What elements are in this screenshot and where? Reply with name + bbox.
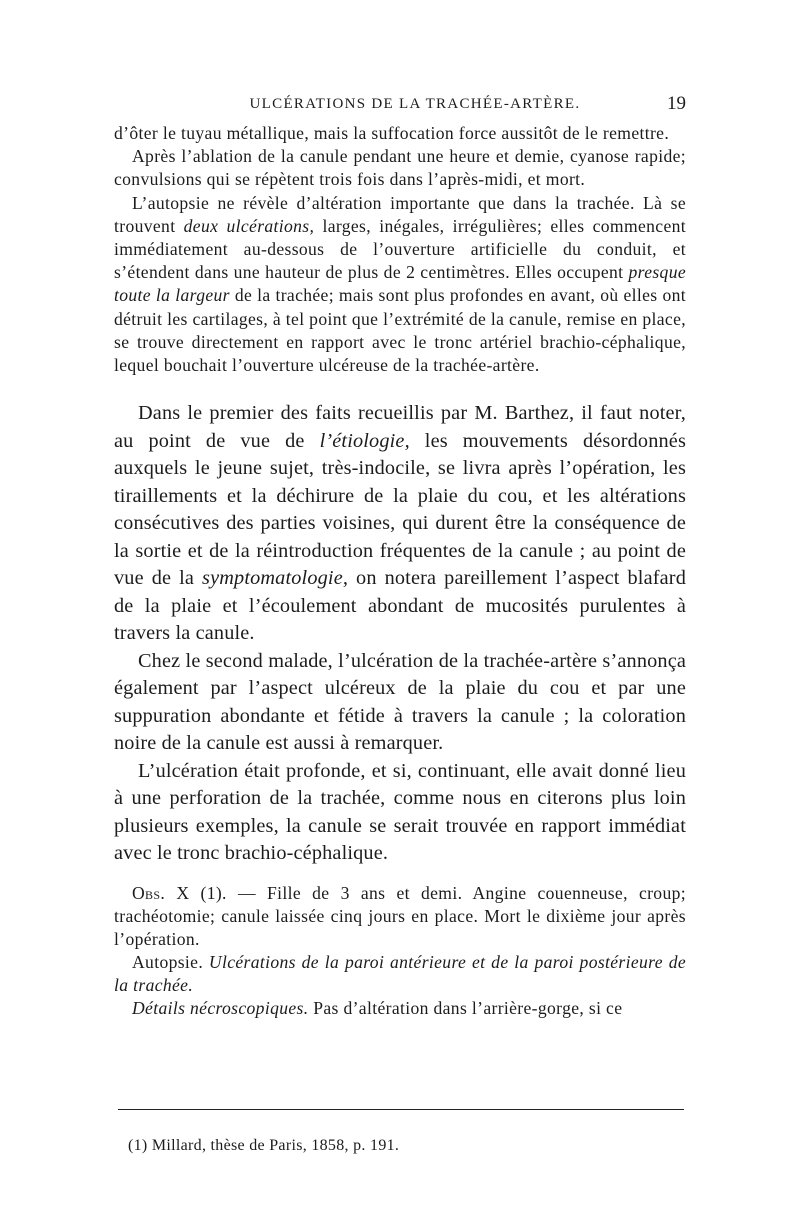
page-number: 19: [667, 93, 686, 114]
footnote-rule: [118, 1109, 684, 1110]
page: [114, 93, 687, 1020]
necroscopic-text: Pas d’altération dans l’arrière-gorge, si ce: [308, 997, 623, 1018]
commentary-paragraph-1-text-a: Dans le premier des faits recueillis par M. Barthez, il faut noter, au point de vue de: [114, 402, 686, 452]
case-paragraph-3-emphasis-2: presque toute la largeur: [114, 262, 686, 306]
commentary-paragraph-1-emphasis-2: symptomatologie,: [202, 567, 349, 590]
commentary-paragraph-1-text-b: les mouvements désordonnés auxquels le jeune sujet, très-indocile, se livra après l’opération, les tiraillements et la déchirure de la plaie du cou, et les altérations consécutives des parties voisines, qui durent être la conséquence de la sortie et de la réintroduction fréquentes de la canule ; au point de vue de la: [114, 429, 686, 590]
observation-label: Obs.: [132, 882, 166, 903]
commentary-paragraph-3: L’ulcération était profonde, et si, continuant, elle avait donné lieu à une perforation de la trachée, comme nous en citerons plus loin plusieurs exemples, la canule se serait trouvée en rapport immédiat avec le tronc brachio-céphalique.: [114, 759, 686, 865]
footnote: (1) Millard, thèse de Paris, 1858, p. 191.: [128, 1137, 400, 1154]
observation-paragraph-3: [114, 997, 686, 1020]
commentary-paragraph-1-text-c: on notera pareillement l’aspect blafard de la plaie et l’écoulement abondant de mucosités purulentes à travers la canule.: [114, 567, 686, 645]
commentary-paragraph-2: Chez le second malade, l’ulcération de la trachée-artère s’annonça également par l’aspect ulcéreux de la plaie du cou et par une suppuration abondante et fétide à travers la canule ; la coloration noire de la canule est aussi à remarquer.: [114, 649, 686, 755]
case-report: [114, 122, 686, 377]
case-paragraph-3-text-a: L’autopsie ne révèle d’altération importante que dans la trachée. Là se trouvent: [114, 192, 686, 236]
case-paragraph-3: [114, 192, 686, 378]
autopsy-finding: Ulcérations de la paroi antérieure et de la paroi postérieure de la trachée.: [114, 951, 687, 995]
case-paragraph-3-emphasis-1: deux ulcérations,: [183, 215, 315, 236]
case-paragraph-1: d’ôter le tuyau métallique, mais la suffocation force aussitôt de le remettre.: [114, 123, 670, 143]
observation: [114, 882, 686, 1020]
commentary-paragraph-1: [114, 400, 686, 648]
running-title: ULCÉRATIONS DE LA TRACHÉE-ARTÈRE.: [249, 96, 581, 112]
running-head: [114, 93, 686, 122]
commentary-paragraph-1-emphasis-1: l’étiologie,: [319, 429, 410, 452]
autopsy-label: Autopsie.: [132, 951, 209, 972]
observation-number: X (1).: [165, 882, 227, 903]
necroscopic-label: Détails nécroscopiques.: [132, 997, 309, 1018]
observation-paragraph-1: [114, 882, 686, 951]
case-paragraph-2: Après l’ablation de la canule pendant une heure et demie, cyanose rapide; convulsions qui se répètent trois fois dans l’après-midi, et mort.: [114, 146, 686, 190]
case-paragraph-3-text-c: de la trachée; mais sont plus profondes en avant, où elles ont détruit les cartilages, à tel point que l’extrémité de la canule, remise en place, se trouve directement en rapport avec le tronc artériel brachio-céphalique, lequel bouchait l’ouverture ulcéreuse de la trachée-artère.: [114, 285, 687, 376]
commentary: [114, 400, 686, 868]
case-paragraph-3-text-b: larges, inégales, irrégulières; elles commencent immédiatement au-dessous de l’ouverture artificielle du conduit, et s’étendent dans une hauteur de plus de 2 centimètres. Elles occupent: [114, 215, 686, 283]
observation-summary: — Fille de 3 ans et demi. Angine couenneuse, croup; trachéotomie; canule laissée cinq jours en place. Mort le dixième jour après l’opération.: [114, 882, 686, 949]
observation-paragraph-2: [114, 951, 686, 997]
